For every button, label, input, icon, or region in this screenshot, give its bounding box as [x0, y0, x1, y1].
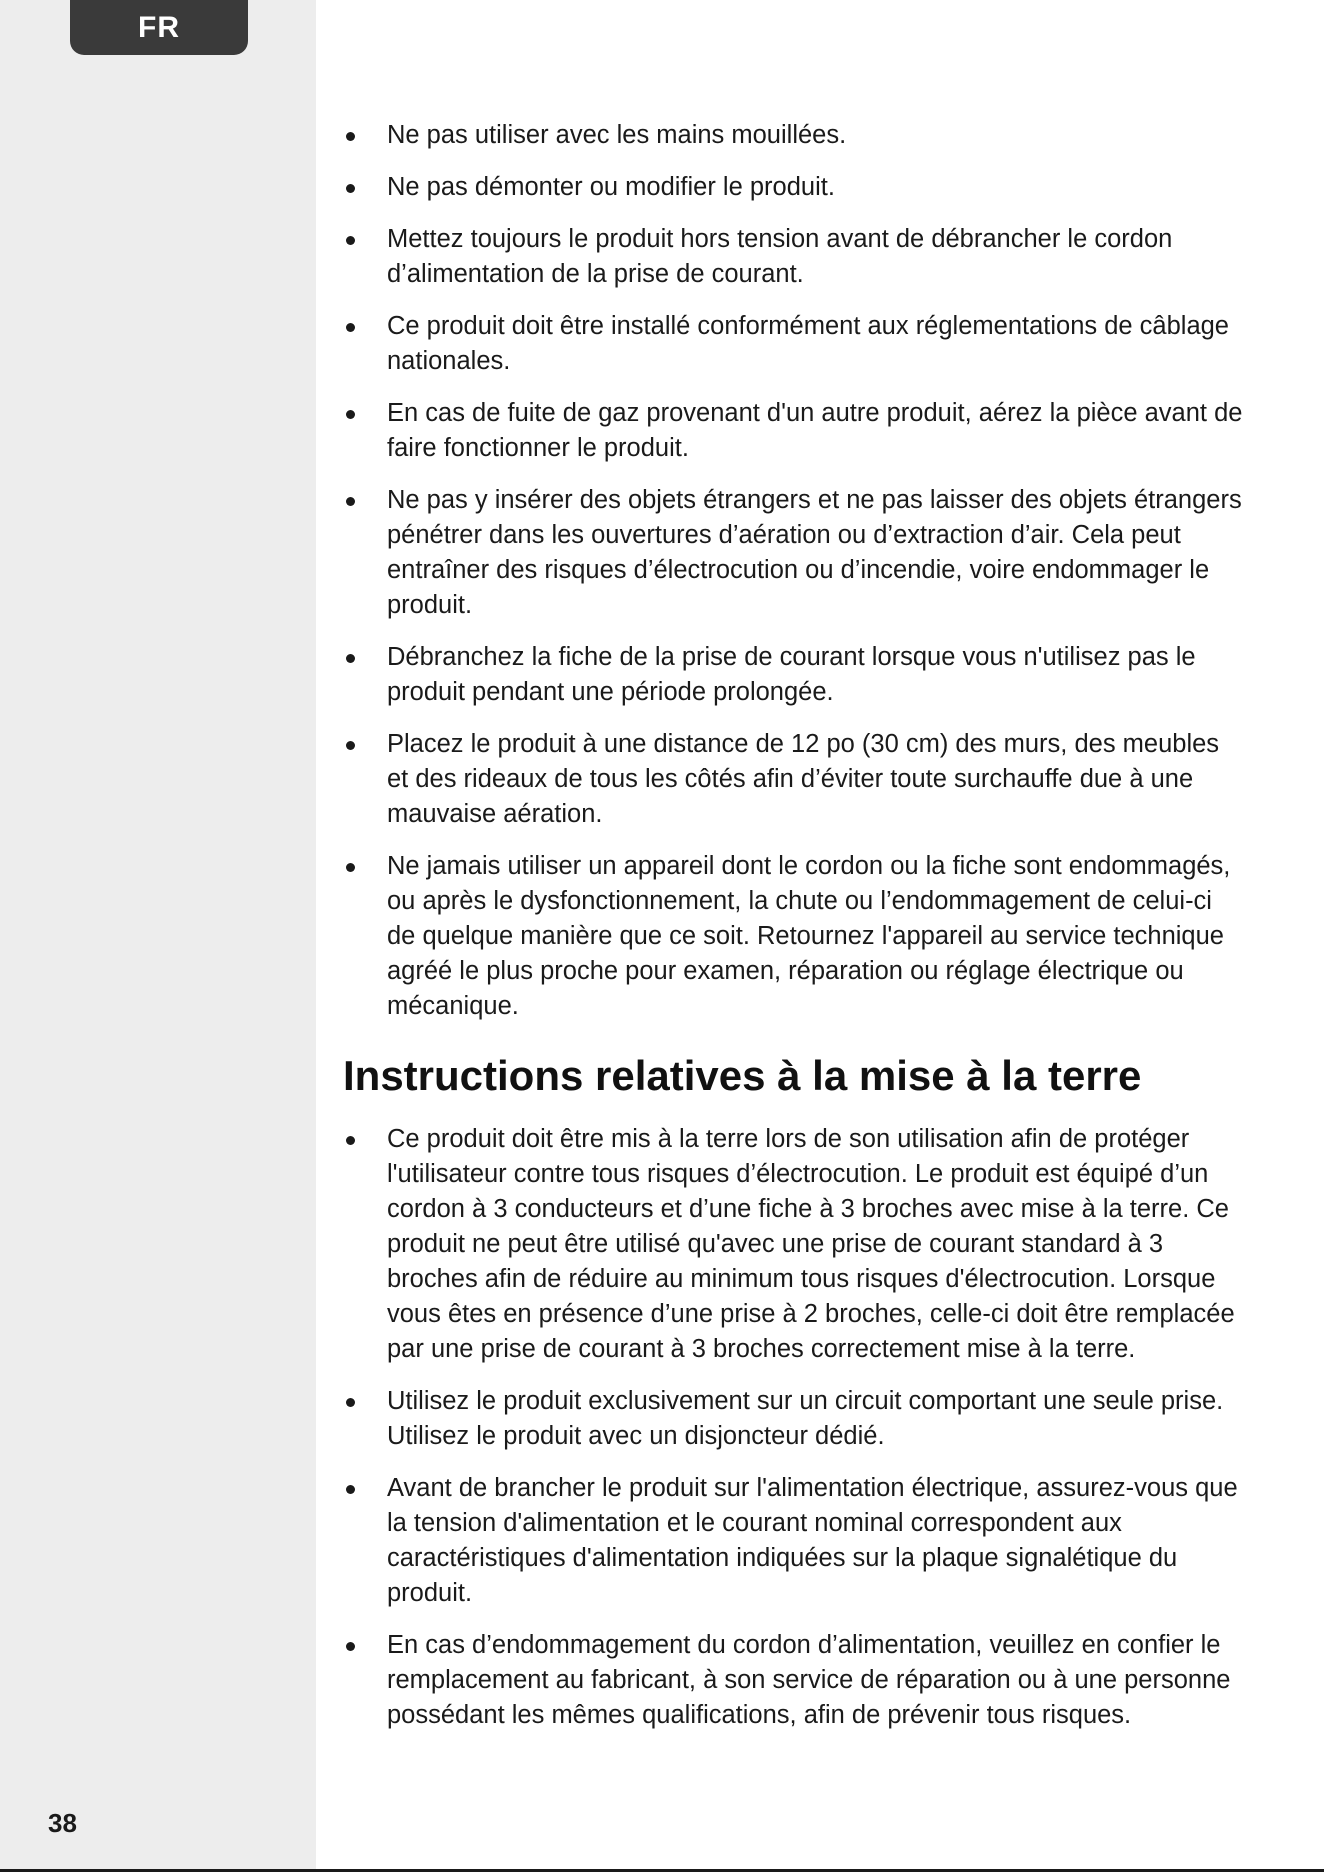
bullet-icon [346, 410, 355, 419]
bullet-icon [346, 323, 355, 332]
bullet-icon [346, 1398, 355, 1407]
grounding-bullet-list [343, 1122, 1243, 1733]
list-item: Ne pas utiliser avec les mains mouillées. [343, 118, 1243, 153]
list-item: Mettez toujours le produit hors tension avant de débrancher le cordon d’alimentation de la prise de courant. [343, 222, 1243, 292]
list-item: Ne jamais utiliser un appareil dont le cordon ou la fiche sont endommagés, ou après le dysfonctionnement, la chute ou l’endommagement de celui-ci de quelque manière que ce soit. Retournez l'appareil au service technique agréé le plus proche pour examen, réparation ou réglage électrique ou mécanique. [343, 849, 1243, 1024]
list-item: Utilisez le produit exclusivement sur un circuit comportant une seule prise. Utilisez le produit avec un disjoncteur dédié. [343, 1384, 1243, 1454]
bullet-icon [346, 184, 355, 193]
list-item: Débranchez la fiche de la prise de courant lorsque vous n'utilisez pas le produit pendant une période prolongée. [343, 640, 1243, 710]
sidebar [0, 0, 316, 1872]
list-item: En cas de fuite de gaz provenant d'un autre produit, aérez la pièce avant de faire fonctionner le produit. [343, 396, 1243, 466]
list-item: Ce produit doit être installé conformément aux réglementations de câblage nationales. [343, 309, 1243, 379]
list-item: Placez le produit à une distance de 12 po (30 cm) des murs, des meubles et des rideaux de tous les côtés afin d’éviter toute surchauffe due à une mauvaise aération. [343, 727, 1243, 832]
list-item: Ne pas démonter ou modifier le produit. [343, 170, 1243, 205]
language-tab: FR [70, 0, 248, 55]
bullet-icon [346, 654, 355, 663]
page-number: 38 [48, 1808, 77, 1838]
bullet-icon [346, 1485, 355, 1494]
bullet-icon [346, 1642, 355, 1651]
bullet-icon [346, 132, 355, 141]
bullet-icon [346, 236, 355, 245]
bullet-icon [346, 741, 355, 750]
bullet-icon [346, 497, 355, 506]
list-item: Ne pas y insérer des objets étrangers et ne pas laisser des objets étrangers pénétrer dans les ouvertures d’aération ou d’extraction d’air. Cela peut entraîner des risques d’électrocution ou d’incendie, voire endommager le produit. [343, 483, 1243, 623]
list-item: Ce produit doit être mis à la terre lors de son utilisation afin de protéger l'utilisateur contre tous risques d’électrocution. Le produit est équipé d’un cordon à 3 conducteurs et d’une fiche à 3 broches avec mise à la terre. Ce produit ne peut être utilisé qu'avec une prise de courant standard à 3 broches afin de réduire au minimum tous risques d'électrocution. Lorsque vous êtes en présence d’une prise à 2 broches, celle-ci doit être remplacée par une prise de courant à 3 broches correctement mise à la terre. [343, 1122, 1243, 1367]
main-content [343, 118, 1243, 1750]
list-item: En cas d’endommagement du cordon d’alimentation, veuillez en confier le remplacement au fabricant, à son service de réparation ou à une personne possédant les mêmes qualifications, afin de prévenir tous risques. [343, 1628, 1243, 1733]
bullet-icon [346, 863, 355, 872]
list-item: Avant de brancher le produit sur l'alimentation électrique, assurez-vous que la tension d'alimentation et le courant nominal correspondent aux caractéristiques d'alimentation indiquées sur la plaque signalétique du produit. [343, 1471, 1243, 1611]
section-heading: Instructions relatives à la mise à la terre [343, 1052, 1142, 1099]
safety-bullet-list [343, 118, 1243, 1024]
bullet-icon [346, 1136, 355, 1145]
